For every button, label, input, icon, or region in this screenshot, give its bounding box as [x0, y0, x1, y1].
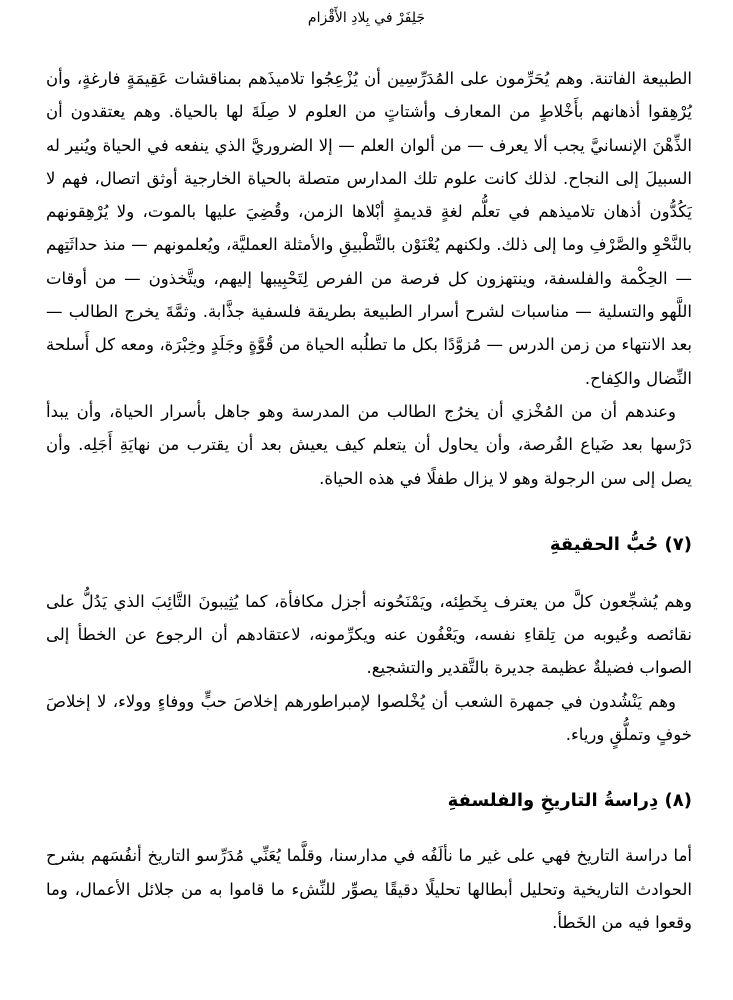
section-8-paragraph: أما دراسة التاريخ فهي على غير ما نألَفُه في مدارسنا، وقلَّما يُعَنِّي مُدَرِّسو التاريخ أنفُسَهم بشرح الحوادث التاريخية وتحليل أبطالها تحليلًا دقيقًا يصوِّر للنِّشء ما قاموا به من جلائل الأعمال، وما وقعوا فيه من الخَطأ.	[46, 846, 692, 932]
section-heading-8: (٨) دِراسةُ التاريخِ والفلسفةِ	[447, 790, 692, 812]
section-7-paragraph: وهم يَنْشُدون في جمهرة الشعب أن يُخْلصوا لإمبراطورهم إخلاصَ حبٍّ ووفاءٍ وولاء، لا إخلاصَ خوفٍ وتملُّقٍ ورياء.	[46, 691, 692, 745]
running-header: جَلِفَرْ في بِلادِ الأَقْزام	[307, 10, 426, 26]
page-content	[46, 62, 692, 939]
section-7-paragraph: وهم يُشجِّعون كلَّ من يعترف بِخَطِئه، ويَمْنَحُونه أجزل مكافأة، كما يُثِيبونَ التَّائِبَ الذي يَدُلُّ على نقائصه وعُيوبه من تِلقاءِ نفسه، ويَعْفُون عنه ويكرِّمونه، لاعتقادهم أن الرجوع عن الخطأ إلى الصواب فضيلةٌ عظيمة جديرة بالتَّقدير والتشجيع.	[46, 591, 692, 678]
section-heading-7: (٧) حُبُّ الحقيقةِ	[549, 533, 692, 555]
body-paragraph: وعندهم أن من المُخْزي أن يخرُج الطالب من المدرسة وهو جاهل بأسرار الحياة، وأن يبدأ دَرْسها بعد ضَياع الفُرصة، وأن يحاول أن يتعلم كيف يعيش بعد أن يقترب من نهايَةِ أَجَلِه. وأن يصل إلى سن الرجولة وهو لا يزال طفلًا في هذه الحياة.	[46, 401, 692, 488]
body-paragraph: الطبيعة الفاتنة. وهم يُحَرِّمون على المُدَرِّسِين أن يُزْعِجُوا تلاميذَهم بمناقشات عَقِيمَةٍ فارغةٍ، وأن يُرْهِقوا أذهانهم بأَخْلاطٍ من المعارف وأشتاتٍ من العلوم لا صِلَةَ لها بالحياة. وهم يعتقدون أن الذِّهْنَ الإنسانيَّ يجب ألا يعرف — من ألوان العلم — إلا الضروريَّ الذي ينفعه في الحياة ويُنير له السبيلَ إلى النجاح. لذلك كانت علوم تلك المدارس متصلة بالحياة الخارجية أوثق اتصال، فهم لا يَكُدُّون أذهان تلاميذهم في تعلُّم لغةٍ قديمةٍ أبْلاها الزمن، وقُضِيَ عليها بالموت، ولا يُرْهِقونهم بالنَّحْوِ والصَّرْفِ وما إلى ذلك. ولكنهم يُعْنَوْن بالتَّطْبيقِ والأمثلة العمليَّة، ويُعلمونهم — منذ حداثَتِهم — الحِكْمة والفلسفة، وينتهزون كل فرصة من الفرص لِتَحْبِيبها إليهم، ويتَّخذون — من أوقات اللَّهو والتسلية — مناسبات لشرح أسرار الطبيعة بطريقة فلسفية جذَّابة. وثمَّةَ يخرج الطالب — بعد الانتهاء من زمن الدرس — مُزوَّدًا بكل ما تطلُبه الحياة من قُوَّةٍ وجَلَدٍ وخِبْرَة، ومعه كل أَسلحة النِّضال والكِفاح.	[46, 69, 692, 388]
